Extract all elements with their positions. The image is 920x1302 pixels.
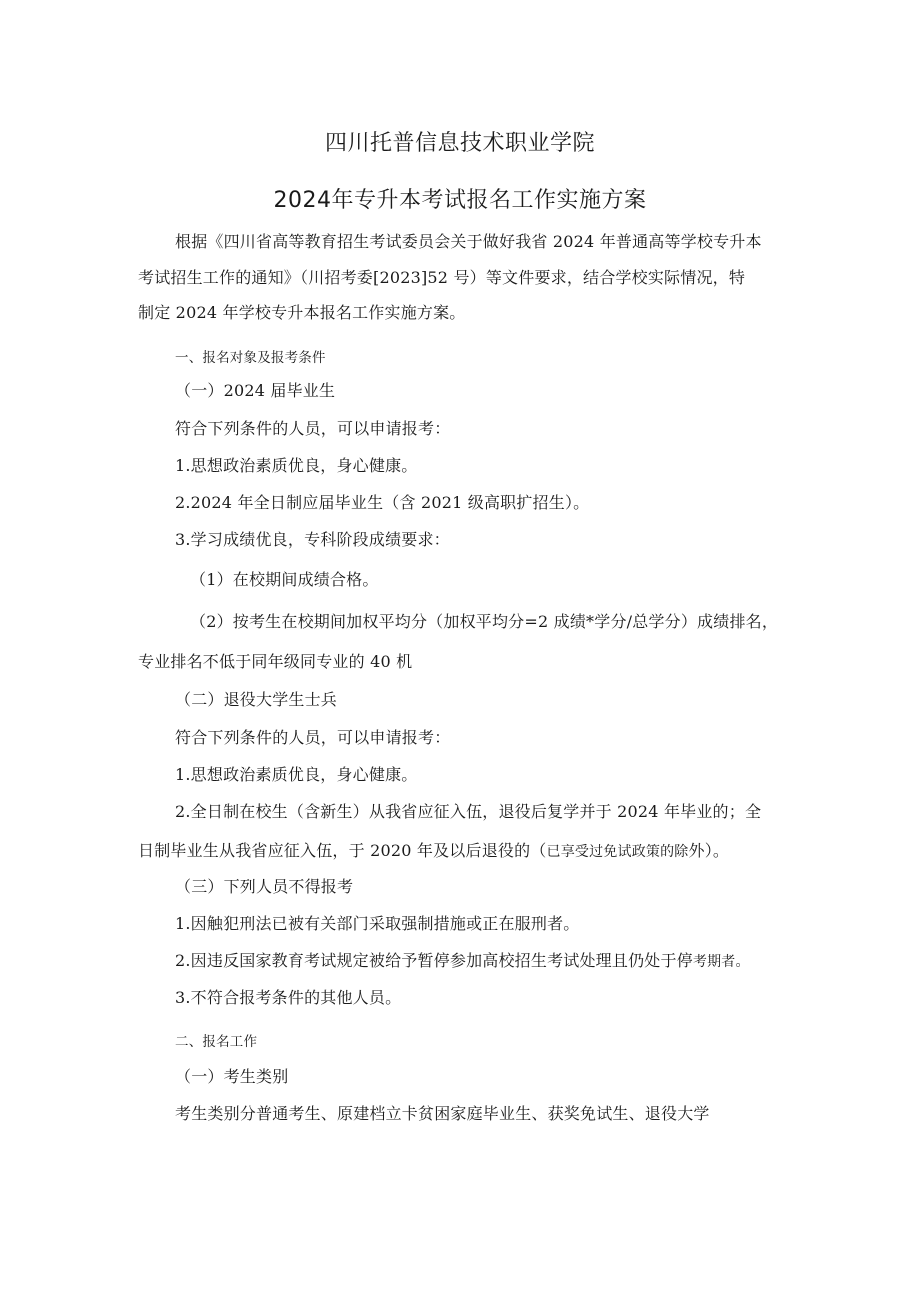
subsection-1-2-item-2-line-2 bbox=[138, 841, 729, 862]
subsection-1-1-item-2: 2.2024 年全日制应届毕业生（含 2021 级高职扩招生）。 bbox=[175, 493, 590, 512]
item-2-line-2-start: 日制毕业生从我省应征入伍，于 2020 年及以后退役的（ bbox=[138, 841, 547, 860]
requirement-2-line-1: （2）按考生在校期间加权平均分（加权平均分=2 成绩*学分/总学分）成绩排名， bbox=[190, 612, 779, 631]
subsection-1-2-title: （二）退役大学生士兵 bbox=[175, 690, 338, 709]
section-1-heading: 一、报名对象及报考条件 bbox=[175, 350, 326, 366]
item-2-start: 2.因违反国家教育考试规定被给予暂停参加高校招生考试处理且仍处于停 bbox=[175, 951, 693, 970]
subsection-1-1-item-1: 1.思想政治素质优良，身心健康。 bbox=[175, 456, 418, 475]
document-title: 四川托普信息技术职业学院 bbox=[324, 131, 595, 156]
item-2-line-2-end: 外）。 bbox=[688, 841, 730, 860]
subsection-1-3-item-3: 3.不符合报考条件的其他人员。 bbox=[175, 988, 402, 1007]
intro-line-1: 根据《四川省高等教育招生考试委员会关于做好我省 2024 年普通高等学校专升本 bbox=[175, 232, 762, 251]
subsection-1-1-lead: 符合下列条件的人员，可以申请报考： bbox=[175, 419, 451, 438]
section-2-heading: 二、报名工作 bbox=[175, 1034, 258, 1050]
subsection-1-1-title: （一）2024 届毕业生 bbox=[175, 381, 336, 400]
item-2-sans: 考期者。 bbox=[692, 954, 750, 970]
subsection-1-2-item-1: 1.思想政治素质优良，身心健康。 bbox=[175, 765, 418, 784]
subsection-1-3-item-2 bbox=[175, 951, 750, 972]
subsection-1-2-item-2-line-1: 2.全日制在校生（含新生）从我省应征入伍，退役后复学并于 2024 年毕业的；全 bbox=[175, 802, 762, 821]
subsection-2-1-text: 考生类别分普通考生、原建档立卡贫困家庭毕业生、获奖免试生、退役大学 bbox=[175, 1104, 710, 1123]
subsection-1-2-lead: 符合下列条件的人员，可以申请报考： bbox=[175, 728, 451, 747]
subsection-1-3-item-1: 1.因触犯刑法已被有关部门采取强制措施或正在服刑者。 bbox=[175, 914, 580, 933]
subsection-1-1-item-3: 3.学习成绩优良，专科阶段成绩要求： bbox=[175, 530, 450, 549]
item-2-line-2-sans: 已享受过免试政策的除 bbox=[546, 844, 689, 860]
intro-line-2: 考试招生工作的通知》（川招考委[2023]52 号）等文件要求，结合学校实际情况，特 bbox=[138, 268, 746, 287]
requirement-1: （1）在校期间成绩合格。 bbox=[190, 570, 379, 589]
intro-line-3: 制定 2024 年学校专升本报名工作实施方案。 bbox=[138, 303, 466, 322]
requirement-2-line-2: 专业排名不低于同年级同专业的 40 机 bbox=[138, 652, 413, 671]
subsection-2-1-title: （一）考生类别 bbox=[175, 1067, 289, 1086]
document-subtitle: 2024年专升本考试报名工作实施方案 bbox=[273, 188, 647, 213]
subsection-1-3-title: （三）下列人员不得报考 bbox=[175, 877, 354, 896]
